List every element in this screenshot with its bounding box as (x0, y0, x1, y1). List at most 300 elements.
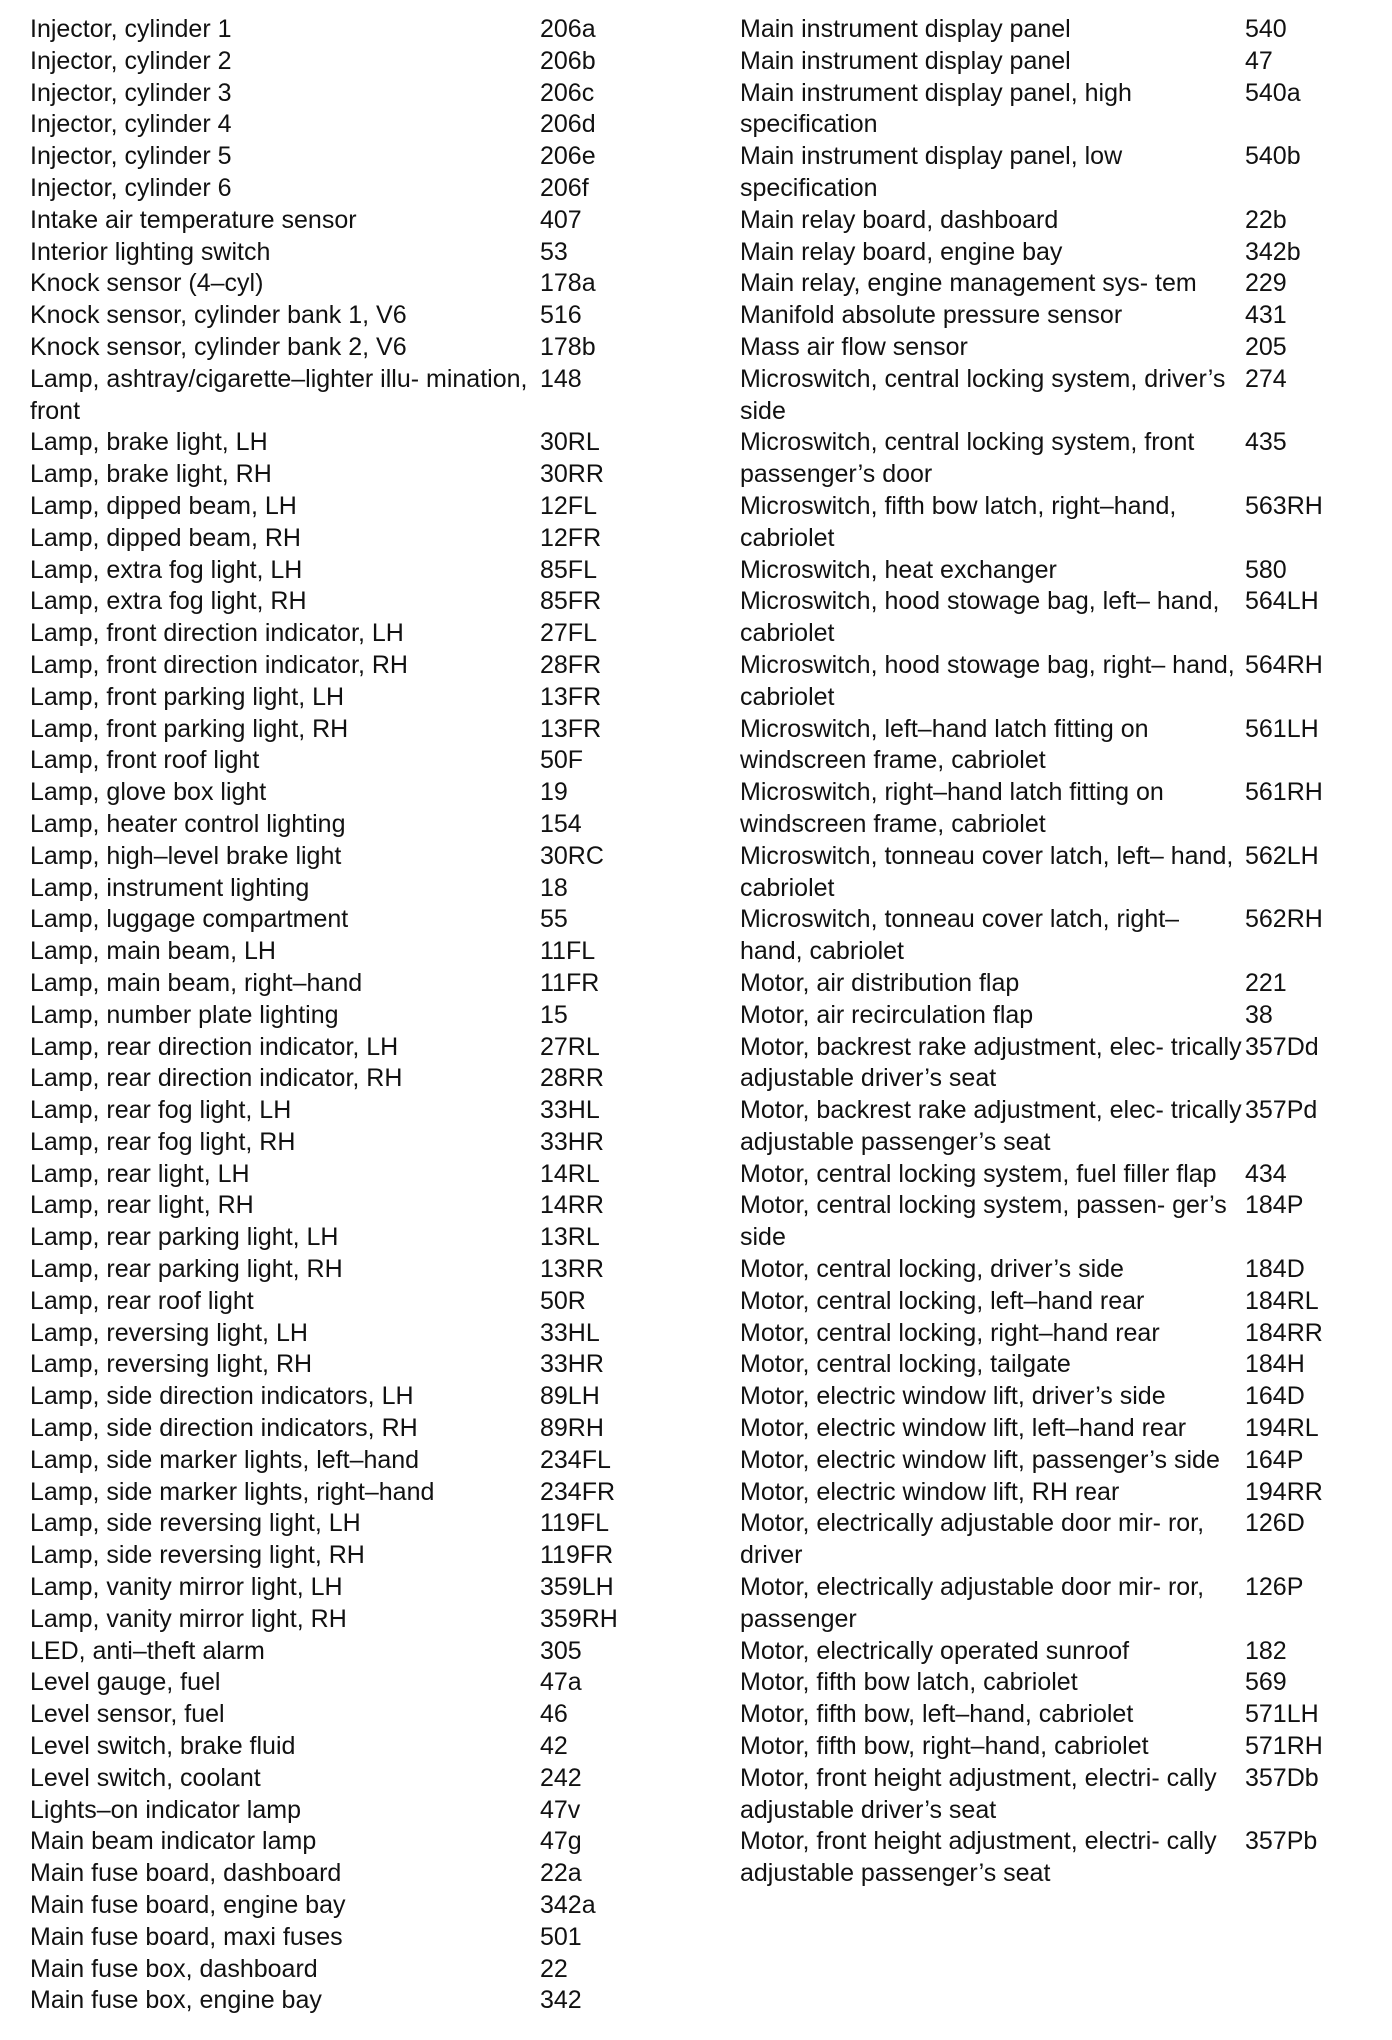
component-code: 540 (1245, 15, 1287, 43)
component-code: 13RL (540, 1223, 600, 1252)
index-entry (740, 1636, 1380, 1668)
component-code: 19 (540, 778, 568, 807)
component-name: Microswitch, central locking system, driver’s side (740, 364, 1226, 425)
component-code: 206f (540, 173, 589, 202)
component-name: Lamp, rear fog light, LH (30, 1096, 292, 1125)
component-name: Motor, backrest rake adjustment, elec- trically adjustable driver’s seat (740, 1032, 1242, 1093)
component-code: 178a (540, 269, 596, 298)
index-entry (740, 904, 1380, 968)
index-entry (30, 1572, 670, 1604)
component-name: Motor, electrically adjustable door mir- ror, passenger (740, 1573, 1205, 1633)
component-code: 27RL (540, 1032, 600, 1061)
index-entry (30, 1413, 670, 1445)
component-name: Knock sensor (4–cyl) (30, 269, 264, 298)
component-name: Lamp, side direction indicators, LH (30, 1382, 414, 1411)
index-entry (30, 1763, 670, 1795)
index-entry (30, 1445, 670, 1477)
index-entry (30, 459, 670, 491)
component-code: 206b (540, 46, 596, 75)
index-entry (740, 1381, 1380, 1413)
component-code: 206d (540, 110, 596, 139)
component-name: Main relay board, engine bay (740, 237, 1063, 266)
index-entry (30, 1954, 670, 1986)
component-name: Main beam indicator lamp (30, 1827, 317, 1856)
index-entry (740, 1286, 1380, 1318)
index-entry (30, 1349, 670, 1381)
component-name: Motor, electric window lift, passenger’s side (740, 1445, 1220, 1474)
index-entry (740, 777, 1380, 841)
index-entry (740, 650, 1380, 714)
component-code: 184H (1245, 1350, 1305, 1379)
index-entry (30, 1318, 670, 1350)
index-entry (30, 109, 670, 141)
component-name: Lamp, front roof light (30, 746, 260, 775)
index-entry (30, 618, 670, 650)
index-entry (30, 1095, 670, 1127)
index-entry (30, 555, 670, 587)
index-entry (30, 904, 670, 936)
component-code: 562LH (1245, 841, 1319, 870)
component-code: 85FR (540, 587, 602, 616)
index-entry (740, 841, 1380, 905)
index-entry (30, 1699, 670, 1731)
component-code: 194RL (1245, 1414, 1319, 1443)
component-name: Lamp, front direction indicator, RH (30, 650, 408, 679)
component-name: Lamp, number plate lighting (30, 1000, 339, 1029)
component-name: Level switch, coolant (30, 1763, 261, 1792)
component-name: Injector, cylinder 2 (30, 46, 232, 75)
component-code: 13FR (540, 714, 602, 743)
index-entry (740, 46, 1380, 78)
index-entry (740, 332, 1380, 364)
index-entry (30, 1985, 670, 2017)
component-code: 564LH (1245, 587, 1319, 616)
index-entry (30, 1826, 670, 1858)
index-entry (740, 714, 1380, 778)
component-code: 47g (540, 1827, 582, 1856)
component-code: 571RH (1245, 1732, 1323, 1761)
component-code: 342a (540, 1891, 596, 1920)
component-name: Lamp, vanity mirror light, RH (30, 1604, 347, 1633)
component-code: 33HR (540, 1127, 604, 1156)
index-entry (740, 427, 1380, 491)
component-code: 12FR (540, 523, 602, 552)
component-code: 89LH (540, 1382, 600, 1411)
component-code: 357Pd (1245, 1096, 1318, 1125)
index-entry (30, 1922, 670, 1954)
component-code: 206c (540, 78, 595, 107)
component-code: 126P (1245, 1573, 1304, 1602)
component-code: 89RH (540, 1414, 604, 1443)
component-code: 194RR (1245, 1477, 1323, 1506)
index-entry (740, 268, 1380, 300)
component-name: Motor, central locking system, fuel filler flap (740, 1159, 1217, 1188)
component-name: Microswitch, tonneau cover latch, right– hand, cabriolet (740, 905, 1180, 966)
index-entry (30, 173, 670, 205)
index-entry (740, 300, 1380, 332)
index-entry (740, 586, 1380, 650)
component-code: 571LH (1245, 1700, 1319, 1729)
index-entry (740, 1032, 1380, 1096)
component-name: Lamp, brake light, RH (30, 460, 272, 489)
index-entry (30, 968, 670, 1000)
component-name: Main fuse board, maxi fuses (30, 1922, 343, 1951)
index-entry (30, 1477, 670, 1509)
component-name: Lamp, dipped beam, LH (30, 491, 297, 520)
component-code: 11FR (540, 968, 600, 997)
component-name: Microswitch, central locking system, front passenger’s door (740, 428, 1195, 489)
component-code: 47a (540, 1668, 582, 1697)
component-name: Lamp, reversing light, LH (30, 1318, 308, 1347)
component-code: 27FL (540, 619, 597, 648)
index-entry (740, 141, 1380, 205)
component-name: Lamp, side direction indicators, RH (30, 1414, 418, 1443)
component-code: 14RL (540, 1159, 600, 1188)
component-name: Lamp, side reversing light, LH (30, 1509, 361, 1538)
component-code: 53 (540, 237, 568, 266)
component-name: Manifold absolute pressure sensor (740, 301, 1123, 330)
index-entry (30, 1032, 670, 1064)
component-name: Knock sensor, cylinder bank 2, V6 (30, 332, 407, 361)
component-name: Lamp, rear light, LH (30, 1159, 250, 1188)
component-name: Injector, cylinder 6 (30, 173, 232, 202)
component-code: 205 (1245, 332, 1287, 361)
component-name: Lamp, rear direction indicator, LH (30, 1032, 399, 1061)
component-name: Microswitch, fifth bow latch, right–hand, cabriolet (740, 491, 1177, 552)
component-code: 42 (540, 1732, 568, 1761)
component-code: 407 (540, 205, 582, 234)
component-name: Lamp, ashtray/cigarette–lighter illu- mination, front (30, 364, 528, 425)
component-name: Injector, cylinder 3 (30, 78, 232, 107)
index-entry (740, 364, 1380, 428)
index-entry (30, 682, 670, 714)
component-code: 119FR (540, 1541, 614, 1570)
component-name: Main instrument display panel, low specification (740, 142, 1123, 202)
index-entry (30, 491, 670, 523)
component-name: Injector, cylinder 4 (30, 110, 232, 139)
component-code: 357Pb (1245, 1827, 1318, 1856)
index-entry (30, 78, 670, 110)
index-entry (740, 1318, 1380, 1350)
component-code: 184D (1245, 1255, 1305, 1284)
component-name: Microswitch, heat exchanger (740, 555, 1057, 584)
component-code: 33HL (540, 1096, 600, 1125)
index-entry (740, 1095, 1380, 1159)
component-code: 184RL (1245, 1286, 1319, 1315)
index-entry (30, 46, 670, 78)
index-entry (30, 1190, 670, 1222)
index-entry (740, 1731, 1380, 1763)
component-code: 206a (540, 15, 596, 43)
component-name: Level switch, brake fluid (30, 1732, 296, 1761)
component-name: Injector, cylinder 1 (30, 15, 232, 43)
component-name: Lamp, rear roof light (30, 1286, 254, 1315)
index-entry (740, 1000, 1380, 1032)
index-entry (30, 1381, 670, 1413)
component-code: 12FL (540, 491, 597, 520)
component-code: 221 (1245, 968, 1287, 997)
component-name: Microswitch, hood stowage bag, right– hand, cabriolet (740, 650, 1235, 711)
index-entry (30, 809, 670, 841)
index-entry (740, 237, 1380, 269)
component-name: Main instrument display panel (740, 15, 1071, 43)
component-code: 164D (1245, 1382, 1305, 1411)
component-code: 434 (1245, 1159, 1287, 1188)
component-name: Lamp, luggage compartment (30, 905, 349, 934)
component-code: 359RH (540, 1604, 618, 1633)
index-entry (30, 300, 670, 332)
component-code: 22 (540, 1954, 568, 1983)
index-entry (30, 1890, 670, 1922)
component-code: 242 (540, 1763, 582, 1792)
component-name: Intake air temperature sensor (30, 205, 357, 234)
component-code: 28RR (540, 1064, 604, 1093)
index-entry (740, 555, 1380, 587)
index-entry (740, 1190, 1380, 1254)
component-code: 148 (540, 364, 582, 393)
component-code: 234FR (540, 1477, 616, 1506)
component-name: Level gauge, fuel (30, 1668, 221, 1697)
component-code: 30RC (540, 841, 604, 870)
component-code: 431 (1245, 301, 1287, 330)
component-code: 18 (540, 873, 568, 902)
component-name: Lamp, heater control lighting (30, 809, 346, 838)
index-entry (740, 1826, 1380, 1890)
component-code: 55 (540, 905, 568, 934)
component-name: Motor, air recirculation flap (740, 1000, 1034, 1029)
component-code: 563RH (1245, 491, 1323, 520)
component-code: 13FR (540, 682, 602, 711)
component-code: 501 (540, 1922, 582, 1951)
index-entry (30, 841, 670, 873)
index-entry (30, 1604, 670, 1636)
component-code: 33HL (540, 1318, 600, 1347)
component-name: Lamp, rear parking light, LH (30, 1223, 339, 1252)
component-code: 178b (540, 332, 596, 361)
index-entry (30, 427, 670, 459)
component-name: Lamp, rear light, RH (30, 1191, 254, 1220)
component-name: Microswitch, tonneau cover latch, left– hand, cabriolet (740, 841, 1234, 902)
index-entry (30, 1286, 670, 1318)
component-name: Injector, cylinder 5 (30, 142, 232, 171)
component-name: Motor, central locking, tailgate (740, 1350, 1071, 1379)
index-entry (30, 650, 670, 682)
index-entry (740, 491, 1380, 555)
component-name: Motor, central locking system, passen- ger’s side (740, 1191, 1227, 1252)
index-entry (740, 968, 1380, 1000)
component-code: 305 (540, 1636, 582, 1665)
index-entry (30, 586, 670, 618)
component-name: Lights–on indicator lamp (30, 1795, 301, 1824)
component-code: 562RH (1245, 905, 1323, 934)
component-code: 435 (1245, 428, 1287, 457)
left-index-column (30, 14, 670, 2017)
index-entry (740, 1413, 1380, 1445)
component-code: 357Dd (1245, 1032, 1319, 1061)
index-entry (740, 1349, 1380, 1381)
component-name: Knock sensor, cylinder bank 1, V6 (30, 301, 407, 330)
component-name: Motor, central locking, right–hand rear (740, 1318, 1160, 1347)
component-code: 33HR (540, 1350, 604, 1379)
component-code: 184P (1245, 1191, 1304, 1220)
index-entry (30, 745, 670, 777)
index-entry (30, 1127, 670, 1159)
component-code: 14RR (540, 1191, 604, 1220)
component-code: 30RR (540, 460, 604, 489)
component-code: 564RH (1245, 650, 1323, 679)
index-entry (30, 237, 670, 269)
component-name: Motor, fifth bow, right–hand, cabriolet (740, 1732, 1149, 1761)
index-entry (30, 332, 670, 364)
component-name: Lamp, glove box light (30, 778, 267, 807)
component-name: Motor, electric window lift, RH rear (740, 1477, 1120, 1506)
component-name: Motor, backrest rake adjustment, elec- trically adjustable passenger’s seat (740, 1096, 1242, 1156)
index-entry (740, 1254, 1380, 1286)
component-code: 13RR (540, 1255, 604, 1284)
index-entry (740, 78, 1380, 142)
component-name: Lamp, main beam, right–hand (30, 968, 363, 997)
component-name: Main fuse box, engine bay (30, 1986, 322, 2015)
component-code: 154 (540, 809, 582, 838)
component-code: 38 (1245, 1000, 1273, 1029)
component-code: 274 (1245, 364, 1287, 393)
index-entry (740, 1763, 1380, 1827)
component-code: 50R (540, 1286, 586, 1315)
component-name: Motor, front height adjustment, electri- cally adjustable passenger’s seat (740, 1827, 1217, 1888)
component-code: 540b (1245, 142, 1301, 171)
index-entry (30, 1063, 670, 1095)
component-name: Lamp, dipped beam, RH (30, 523, 301, 552)
component-name: Microswitch, right–hand latch fitting on windscreen frame, cabriolet (740, 778, 1164, 838)
component-name: Lamp, extra fog light, LH (30, 555, 303, 584)
index-entry (30, 1540, 670, 1572)
component-name: Motor, electrically adjustable door mir- ror, driver (740, 1509, 1205, 1570)
component-name: Motor, fifth bow latch, cabriolet (740, 1668, 1078, 1697)
index-entry (30, 1254, 670, 1286)
component-name: Lamp, side reversing light, RH (30, 1541, 365, 1570)
component-name: Motor, central locking, driver’s side (740, 1255, 1124, 1284)
component-code: 126D (1245, 1509, 1305, 1538)
component-name: Lamp, front direction indicator, LH (30, 619, 404, 648)
index-entry (740, 1572, 1380, 1636)
component-name: Motor, electric window lift, driver’s side (740, 1382, 1166, 1411)
component-code: 28FR (540, 650, 602, 679)
index-entry (30, 1858, 670, 1890)
index-entry (30, 268, 670, 300)
component-code: 11FL (540, 937, 596, 966)
component-code: 50F (540, 746, 584, 775)
component-code: 206e (540, 142, 596, 171)
index-entry (30, 777, 670, 809)
component-name: Lamp, instrument lighting (30, 873, 310, 902)
component-name: Main fuse board, dashboard (30, 1859, 342, 1888)
component-code: 15 (540, 1000, 568, 1029)
index-entry (30, 205, 670, 237)
index-entry (740, 14, 1380, 46)
component-code: 182 (1245, 1636, 1287, 1665)
index-entry (740, 1667, 1380, 1699)
index-entry (30, 1636, 670, 1668)
component-code: 561RH (1245, 778, 1323, 807)
component-code: 164P (1245, 1445, 1304, 1474)
component-name: Main instrument display panel (740, 46, 1071, 75)
component-name: Main fuse box, dashboard (30, 1954, 318, 1983)
component-code: 342 (540, 1986, 582, 2015)
index-entry (30, 1000, 670, 1032)
component-code: 516 (540, 301, 582, 330)
index-entry (30, 141, 670, 173)
component-code: 47v (540, 1795, 581, 1824)
component-code: 85FL (540, 555, 597, 584)
index-entry (30, 14, 670, 46)
component-name: Lamp, main beam, LH (30, 937, 276, 966)
index-entry (740, 1445, 1380, 1477)
component-code: 184RR (1245, 1318, 1323, 1347)
index-entry (30, 523, 670, 555)
component-code: 22b (1245, 205, 1287, 234)
index-entry (30, 1795, 670, 1827)
component-name: Lamp, brake light, LH (30, 428, 268, 457)
component-code: 580 (1245, 555, 1287, 584)
component-code: 569 (1245, 1668, 1287, 1697)
index-entry (30, 873, 670, 905)
right-index-column (740, 14, 1380, 1890)
component-name: Lamp, vanity mirror light, LH (30, 1573, 343, 1602)
component-code: 357Db (1245, 1763, 1319, 1792)
index-entry (30, 936, 670, 968)
component-name: Lamp, rear fog light, RH (30, 1127, 296, 1156)
component-name: Main fuse board, engine bay (30, 1891, 346, 1920)
component-name: Lamp, front parking light, LH (30, 682, 345, 711)
component-code: 47 (1245, 46, 1273, 75)
component-code: 119FL (540, 1509, 610, 1538)
component-name: Mass air flow sensor (740, 332, 968, 361)
component-code: 342b (1245, 237, 1301, 266)
index-entry (30, 1159, 670, 1191)
component-name: Lamp, side marker lights, right–hand (30, 1477, 435, 1506)
component-name: Lamp, front parking light, RH (30, 714, 349, 743)
index-entry (30, 364, 670, 428)
component-name: Lamp, reversing light, RH (30, 1350, 313, 1379)
index-entry (30, 1731, 670, 1763)
component-code: 30RL (540, 428, 600, 457)
component-name: Main instrument display panel, high specification (740, 78, 1132, 139)
component-name: Motor, air distribution flap (740, 968, 1020, 997)
component-name: Interior lighting switch (30, 237, 271, 266)
component-name: Microswitch, left–hand latch fitting on windscreen frame, cabriolet (740, 714, 1149, 775)
component-name: Lamp, rear parking light, RH (30, 1255, 343, 1284)
index-entry (740, 1159, 1380, 1191)
component-name: Lamp, side marker lights, left–hand (30, 1445, 420, 1474)
component-code: 22a (540, 1859, 582, 1888)
component-name: Motor, fifth bow, left–hand, cabriolet (740, 1700, 1134, 1729)
component-code: 359LH (540, 1573, 614, 1602)
component-name: Motor, electrically operated sunroof (740, 1636, 1130, 1665)
component-name: Motor, electric window lift, left–hand rear (740, 1414, 1187, 1443)
component-name: Microswitch, hood stowage bag, left– hand, cabriolet (740, 587, 1220, 648)
index-entry (30, 1667, 670, 1699)
component-name: Lamp, rear direction indicator, RH (30, 1064, 403, 1093)
index-entry (30, 714, 670, 746)
component-code: 561LH (1245, 714, 1319, 743)
component-code: 234FL (540, 1445, 611, 1474)
component-name: LED, anti–theft alarm (30, 1636, 265, 1665)
index-entry (740, 205, 1380, 237)
index-entry (740, 1699, 1380, 1731)
index-entry (30, 1508, 670, 1540)
component-name: Motor, front height adjustment, electri- cally adjustable driver’s seat (740, 1763, 1217, 1824)
component-name: Lamp, high–level brake light (30, 841, 342, 870)
